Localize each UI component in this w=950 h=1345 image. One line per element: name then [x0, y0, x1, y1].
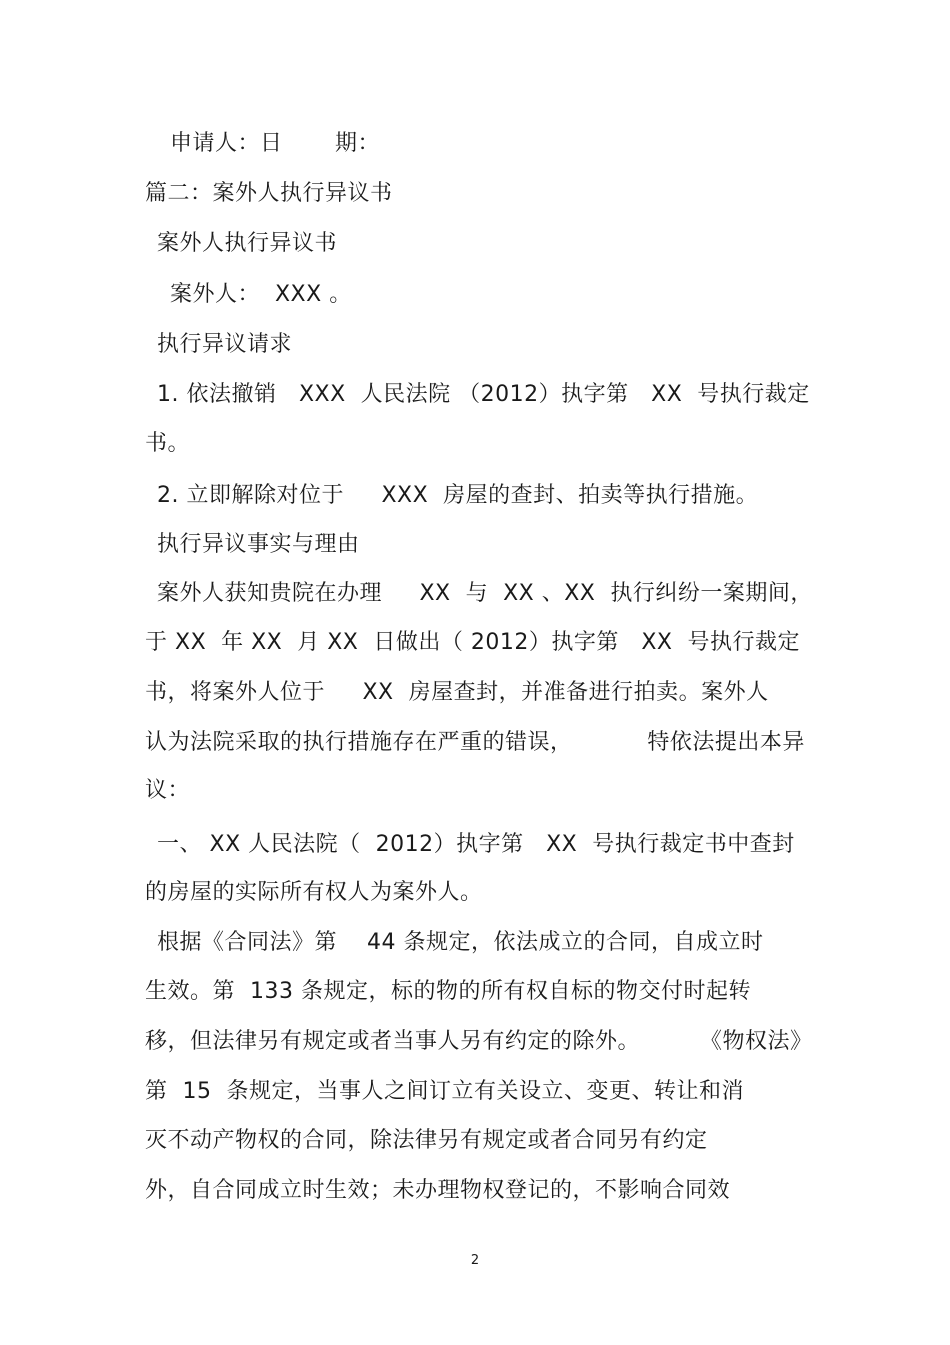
- facts-reasons-heading: 执行异议事实与理由: [157, 532, 360, 557]
- page-number: 2: [470, 1253, 480, 1268]
- outsider-name-line: 案外人： XXX 。: [170, 282, 352, 307]
- request-item-1: 1. 依法撤销 XXX 人民法院 （2012）执字第 XX 号执行裁定: [157, 382, 810, 407]
- paragraph-line: 灭不动产物权的合同，除法律另有规定或者合同另有约定: [145, 1128, 708, 1153]
- paragraph-line: 移，但法律另有规定或者当事人另有约定的除外。 《物权法》: [145, 1029, 813, 1054]
- paragraph-line: 于 XX 年 XX 月 XX 日做出（ 2012）执字第 XX 号执行裁定: [145, 630, 800, 655]
- paragraph-line: 的房屋的实际所有权人为案外人。: [145, 880, 483, 905]
- paragraph-line: 案外人获知贵院在办理 XX 与 XX 、XX 执行纠纷一案期间，: [157, 581, 813, 606]
- applicant-date-line: 申请人：日 期：: [170, 131, 380, 156]
- request-item-1-continued: 书。: [145, 431, 191, 456]
- paragraph-line: 第 15 条规定，当事人之间订立有关设立、变更、转让和消: [145, 1079, 744, 1104]
- paragraph-line: 议：: [145, 778, 191, 803]
- paragraph-line: 认为法院采取的执行措施存在严重的错误， 特依法提出本异: [145, 730, 805, 755]
- section-heading: 篇二：案外人执行异议书: [145, 181, 393, 206]
- request-item-2: 2. 立即解除对位于 XXX 房屋的查封、拍卖等执行措施。: [157, 483, 759, 508]
- paragraph-line: 书，将案外人位于 XX 房屋查封，并准备进行拍卖。案外人: [145, 680, 769, 705]
- request-heading: 执行异议请求: [157, 332, 293, 357]
- paragraph-line: 根据《合同法》第 44 条规定，依法成立的合同，自成立时: [157, 930, 764, 955]
- paragraph-line: 一、 XX 人民法院（ 2012）执字第 XX 号执行裁定书中查封: [157, 832, 795, 857]
- paragraph-line: 外，自合同成立时生效；未办理物权登记的，不影响合同效: [145, 1178, 731, 1203]
- document-title: 案外人执行异议书: [157, 231, 338, 256]
- paragraph-line: 生效。第 133 条规定，标的物的所有权自标的物交付时起转: [145, 979, 751, 1004]
